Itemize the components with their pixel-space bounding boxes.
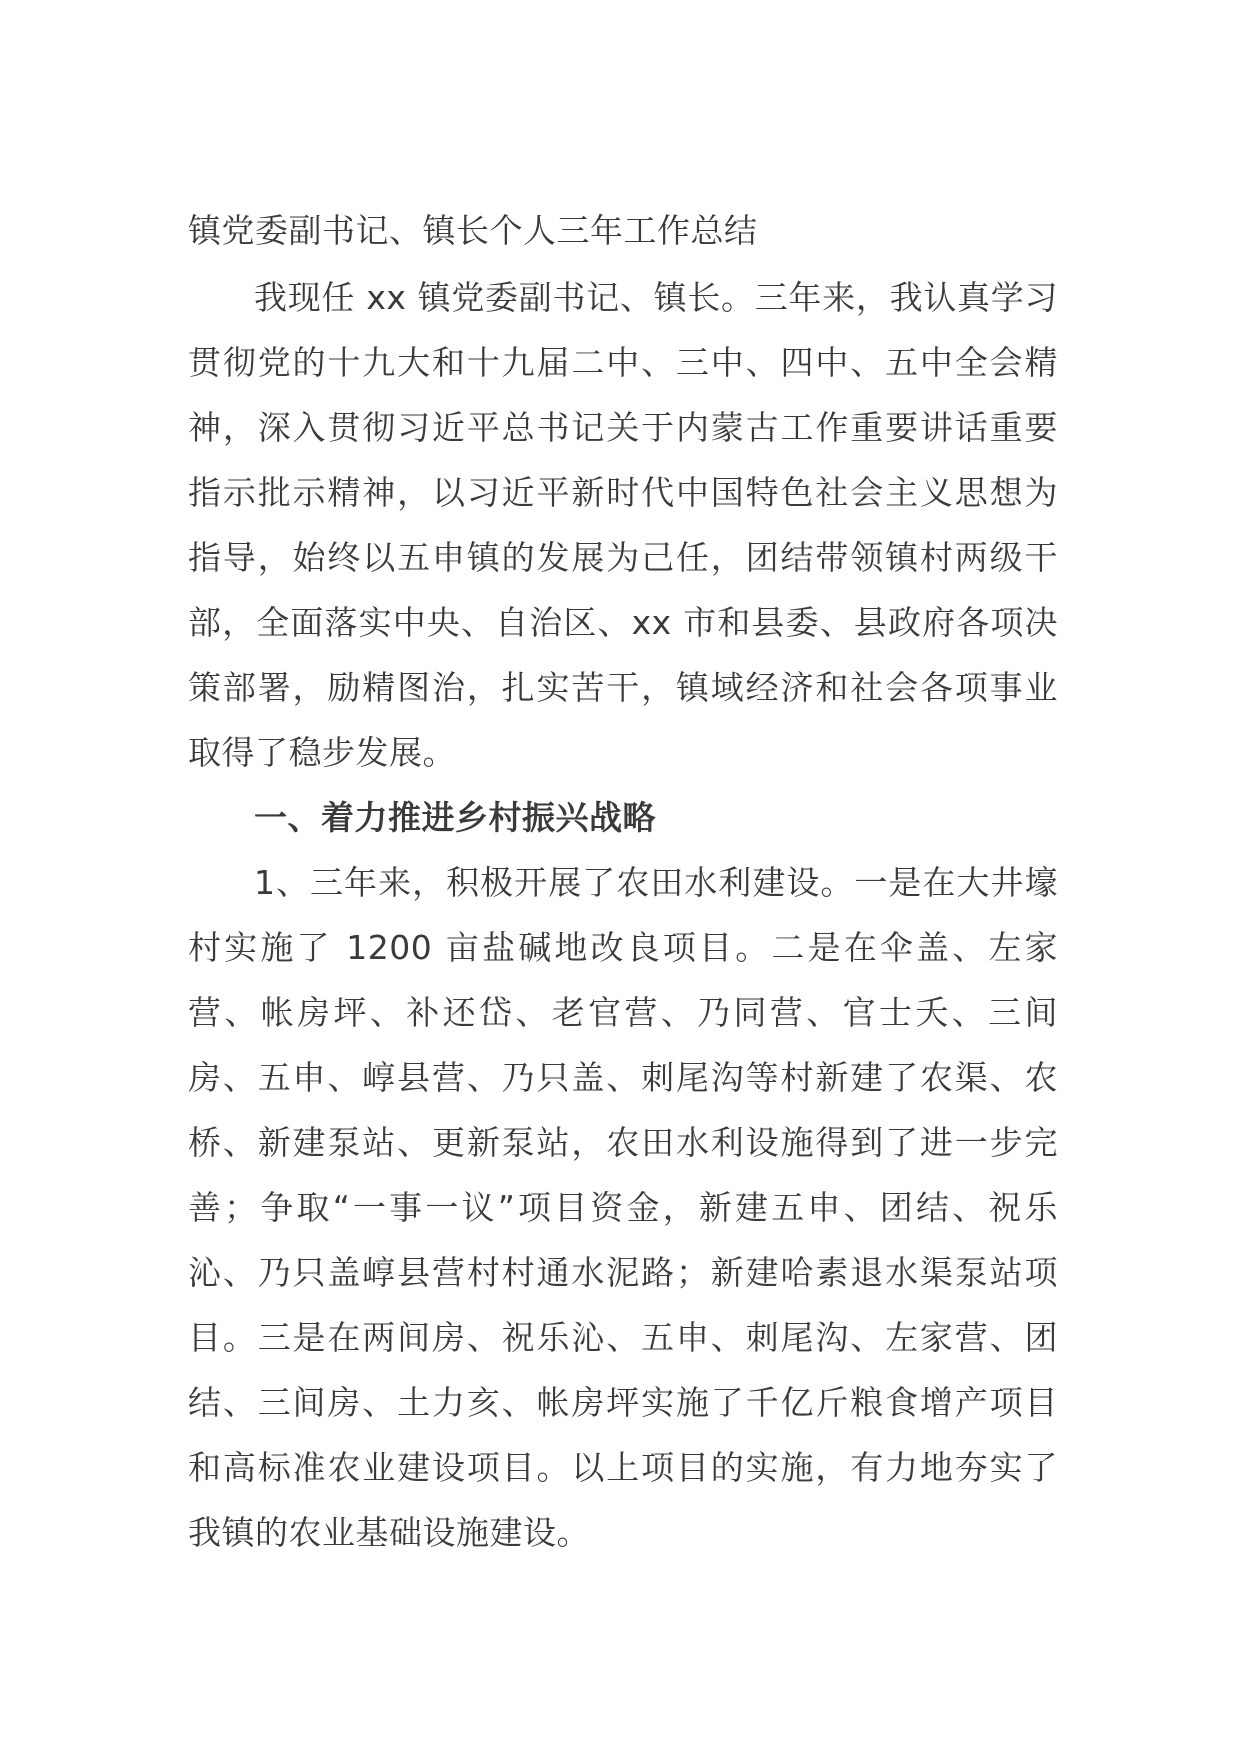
section-heading: 一、着力推进乡村振兴战略 (254, 798, 656, 837)
intro-paragraph: 我现任 xx 镇党委副书记、镇长。三年来，我认真学习贯彻党的十九大和十九届二中、三中、四中、五中全会精神，深入贯彻习近平总书记关于内蒙古工作重要讲话重要指示批示精神，以习近平新时代中国特色社会主义思想为指导，始终以五申镇的发展为己任，团结带领镇村两级干部，全面落实中央、自治区、xx 市和县委、县政府各项决策部署，励精图治，扎实苦干，镇域经济和社会各项事业取得了稳步发展。 (188, 278, 1058, 772)
document-body (188, 198, 1058, 1565)
document-title: 镇党委副书记、镇长个人三年工作总结 (188, 211, 758, 250)
section-paragraph: 1、三年来，积极开展了农田水利建设。一是在大井壕村实施了 1200 亩盐碱地改良项目。二是在伞盖、左家营、帐房坪、补还岱、老官营、乃同营、官士夭、三间房、五申、崞县营、乃只盖、刺尾沟等村新建了农渠、农桥、新建泵站、更新泵站，农田水利设施得到了进一步完善；争取“一事一议”项目资金，新建五申、团结、祝乐沁、乃只盖崞县营村村通水泥路；新建哈素退水渠泵站项目。三是在两间房、祝乐沁、五申、刺尾沟、左家营、团结、三间房、土力亥、帐房坪实施了千亿斤粮食增产项目和高标准农业建设项目。以上项目的实施，有力地夯实了我镇的农业基础设施建设。 (188, 863, 1058, 1552)
